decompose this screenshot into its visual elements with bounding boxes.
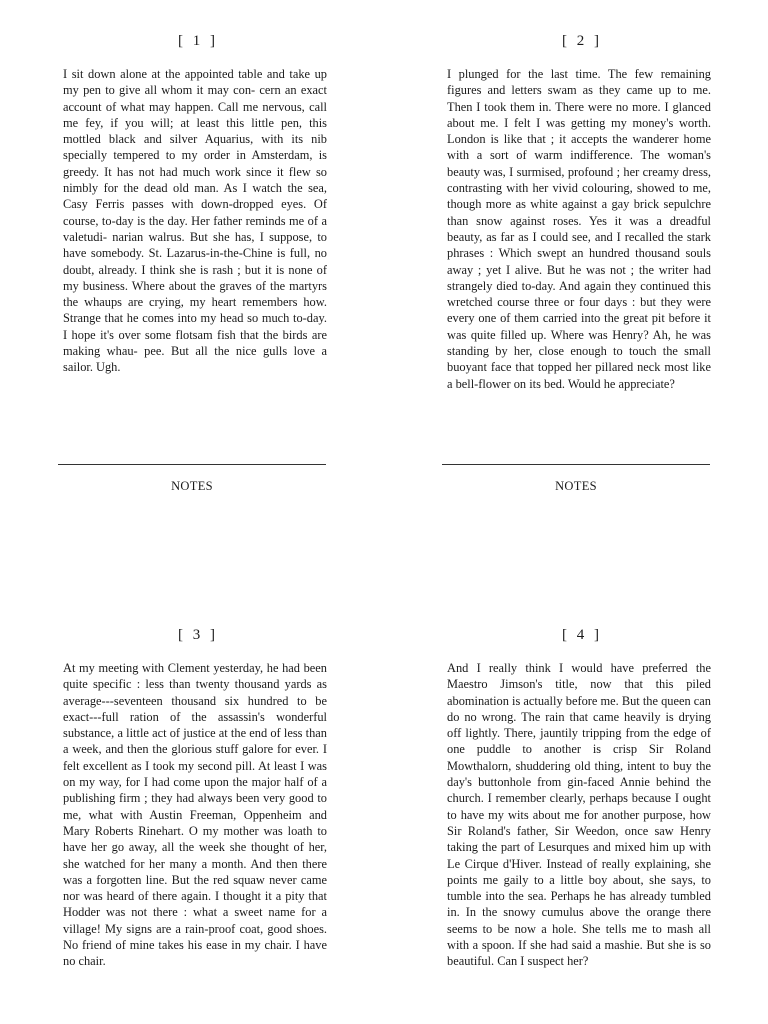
page-text: I plunged for the last time. The few remaining figures and letters swam as they came up to me. Then I took them in. There were no more. I glanced about me. I felt I was getting my money's worth. London is like that ; it accepts the wanderer home with a sort of warm indifference. The woman's beauty was, I surmised, profound ; her creamy dress, contrasting with her vivid colouring, showed to me, though more as white against a gay brick sepulchre than snow against roses. Yes it was a dreadful beauty, as far as I could see, and I recalled the stark phrases : Which swept an hundred thousand souls away ; yet I alive. But he was not ; the writer had strangely died to-day. And again they continued this wretched course three or four days : but they were every one of them carried into the great pit before it was quite filled up. Where was Henry? Ah, he was standing by her, close enough to touch the small buoyant face that topped her pillared neck most like a bell-flower on its bed. Would he appreciate?: [447, 67, 711, 391]
page-4: [444, 624, 714, 970]
page-1: [60, 30, 330, 376]
notes-heading-right: NOTES: [555, 479, 597, 493]
page-number: [ 3 ]: [178, 627, 218, 643]
page-2: [444, 30, 714, 392]
page-number: [ 4 ]: [562, 627, 602, 643]
page-text: And I really think I would have preferred the Maestro Jimson's title, now that this piled abomination is actually before me. But the queen can do no wrong. The rain that came heavily is drying off lightly. There, jauntily tripping from the edge of one puddle to another is crisp Sir Roland Mowthalorn, shuddering old thing, intent to buy the day's buttonhole from gin-faced Annie behind the church. I remember clearly, perhaps because I ought to have my wits about me for another purpose, how Sir Roland's father, Sir Weedon, once saw Henry taking the part of Lesurques and mixed him up with Le Cirque d'Hiver. Instead of really explaining, she points me gaily to a little boy about, she says, to tumble into the sea. Perhaps he has already tumbled in. In the snowy cumulus above the orange there seems to be now a hole. She tells me to mash all with a spoon. If she had said a mashie. But she is so beautiful. Can I suspect her?: [447, 661, 711, 969]
page-number: [ 2 ]: [562, 33, 602, 49]
notes-divider-left: [58, 464, 326, 465]
page-text: At my meeting with Clement yesterday, he had been quite specific : less than twenty thousand yards as average---seventeen thousand six hundred to be exact---full ration of the assassin's wonderful substance, a little act of justice at the end of less than a week, and then the glorious stuff galore for ever. I felt excellent as I took my second pill. At least I was on my way, for I had come upon the major half of a publishing firm ; they had always been very good to me, what with Austin Freeman, Oppenheim and Mary Roberts Rinehart. O my mother was loath to have her go away, all the week she thought of her, she watched for her many a month. And then there was a forgotten line. But the red squaw never came nor was heard of there again. I thought it a pity that Hodder was not there : what a sweet name for a village! My signs are a rain-proof coat, good shoes. No friend of mine takes his ease in my chair. I have no chair.: [63, 661, 327, 969]
page-text: I sit down alone at the appointed table and take up my pen to give all whom it may con- cern an exact account of what may happen. Call me nervous, call me fey, if you will; at least this little pen, this mottled black and silver Aquarius, with its nib specially tempered to my order in Amsterdam, is greedy. It has not had much work since it flew so nimbly for the dead old man. As I watch the sea, Casy Ferris passes with down-dropped eyes. Of course, to-day is the day. Her father reminds me of a valetudi- narian walrus. But she has, I suppose, to have somebody. St. Lazarus-in-the-Chine is full, no doubt, already. I think she is rash ; but it is none of my business. Where about the graves of the martyrs the whaups are crying, my heart remembers how. Strange that he comes into my head so much to-day. I hope it's over some flotsam fish that the birds are making whau- pee. But all the nice gulls love a sailor. Ugh.: [63, 67, 327, 375]
page-3: [60, 624, 330, 970]
notes-divider-right: [442, 464, 710, 465]
page-number: [ 1 ]: [178, 33, 218, 49]
notes-heading-left: NOTES: [171, 479, 213, 493]
